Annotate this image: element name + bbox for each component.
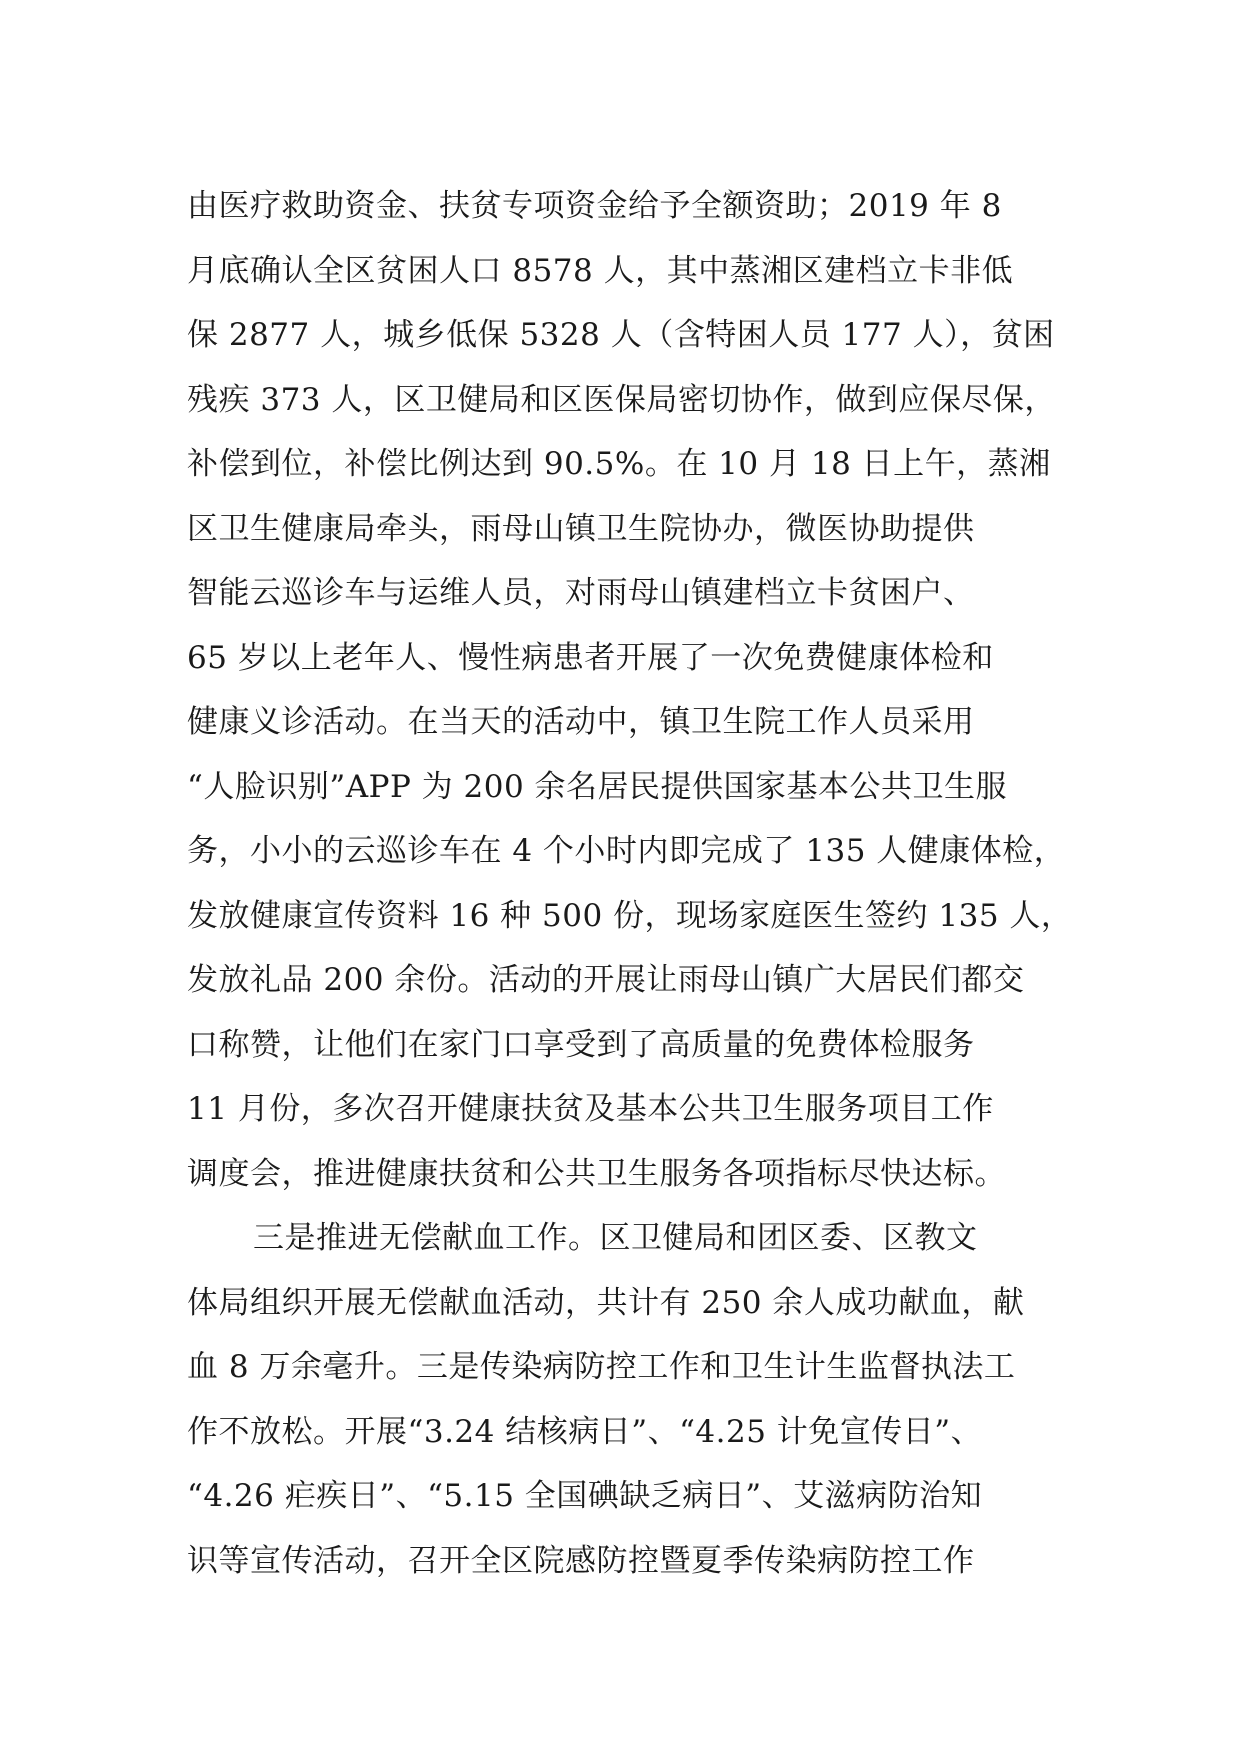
text-line: 作不放松。开展“3.24 结核病日”、“4.25 计免宣传日”、 [187,1413,983,1450]
text-line: 务，小小的云巡诊车在 4 个小时内即完成了 135 人健康体检， [187,833,1066,869]
text-line: 血 8 万余毫升。三是传染病防控工作和卫生计生监督执法工 [187,1349,1016,1385]
text-line: 残疾 373 人，区卫健局和区医保局密切协作，做到应保尽保， [187,381,1056,418]
text-line: 发放礼品 200 余份。活动的开展让雨母山镇广大居民们都交 [187,962,1025,998]
text-line: “4.26 疟疾日”、“5.15 全国碘缺乏病日”、艾滋病防治知 [187,1478,983,1514]
text-line: 调度会，推进健康扶贫和公共卫生服务各项指标尽快达标。 [187,1155,1006,1192]
text-line: 由医疗救助资金、扶贫专项资金给予全额资助；2019 年 8 [187,188,1002,224]
text-line: 体局组织开展无偿献血活动，共计有 250 余人成功献血，献 [187,1284,1025,1321]
text-line: 口称赞，让他们在家门口享受到了高质量的免费体检服务 [187,1026,975,1063]
text-line: 11 月份，多次召开健康扶贫及基本公共卫生服务项目工作 [187,1091,994,1127]
text-line: 发放健康宣传资料 16 种 500 份，现场家庭医生签约 135 人， [187,897,1073,934]
text-line: 65 岁以上老年人、慢性病患者开展了一次免费健康体检和 [187,639,994,676]
text-line: 月底确认全区贫困人口 8578 人，其中蒸湘区建档立卡非低 [187,252,1014,289]
paragraph-first-line: 三是推进无偿献血工作。区卫健局和团区委、区教文 [253,1220,978,1256]
text-line: “人脸识别”APP 为 200 余名居民提供国家基本公共卫生服 [187,768,1008,805]
text-line: 区卫生健康局牵头，雨母山镇卫生院协办，微医协助提供 [187,510,975,547]
text-line: 保 2877 人，城乡低保 5328 人（含特困人员 177 人），贫困 [187,317,1055,353]
text-line: 智能云巡诊车与运维人员，对雨母山镇建档立卡贫困户、 [187,575,975,611]
body-text [187,174,1077,1593]
text-line: 补偿到位，补偿比例达到 90.5%。在 10 月 18 日上午，蒸湘 [187,446,1051,482]
text-line: 识等宣传活动，召开全区院感防控暨夏季传染病防控工作 [187,1542,975,1579]
text-line: 健康义诊活动。在当天的活动中，镇卫生院工作人员采用 [187,704,975,740]
